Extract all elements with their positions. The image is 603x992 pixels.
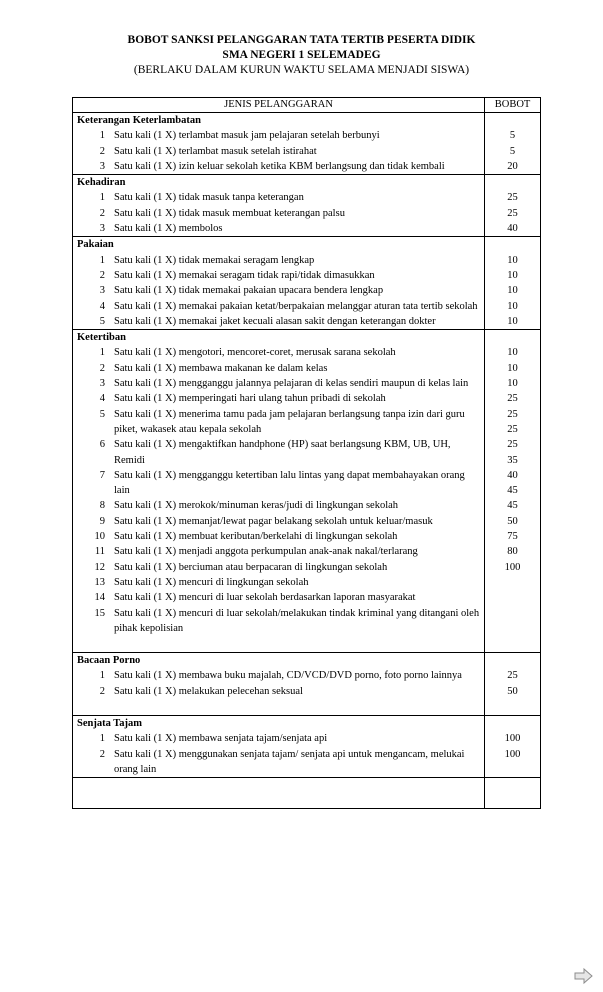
item-number: 8 [99, 500, 105, 512]
item-text: Satu kali (1 X) terlambat masuk jam pelajaran setelah berbunyi [114, 130, 380, 142]
item-text: Satu kali (1 X) tidak masuk tanpa keterangan [114, 192, 304, 204]
spacer-cell [73, 699, 485, 716]
item-number: 1 [99, 347, 105, 359]
section-description-cell [73, 175, 485, 237]
item-number: 2 [99, 362, 105, 374]
list-item [73, 253, 484, 268]
section-row [73, 330, 541, 636]
item-weight: 20 [507, 160, 518, 172]
section-row [73, 175, 541, 237]
column-header-weight: BOBOT [485, 98, 541, 113]
section-description-cell [73, 330, 485, 636]
list-item [73, 514, 484, 529]
section-weight-cell [485, 715, 541, 777]
item-text: Satu kali (1 X) memakai jaket kecuali alasan sakit dengan keterangan dokter [114, 315, 436, 327]
item-text: Satu kali (1 X) izin keluar sekolah ketika KBM berlangsung dan tidak kembali [114, 160, 445, 172]
item-weight: 10 [507, 315, 518, 327]
table-header-row [73, 98, 541, 113]
item-number: 14 [94, 592, 105, 604]
item-weight: 35 [507, 454, 518, 466]
section-description-cell [73, 653, 485, 699]
item-weight: 10 [507, 362, 518, 374]
list-item [73, 144, 484, 159]
list-item [73, 128, 484, 143]
section-weight-cell [485, 237, 541, 330]
item-number: 12 [94, 561, 105, 573]
list-item [73, 407, 484, 438]
item-text: Satu kali (1 X) membawa makanan ke dalam kelas [114, 362, 328, 374]
section-title: Ketertiban [77, 332, 126, 344]
school-name: SMA NEGERI 1 SELEMADEG [222, 49, 381, 61]
validity-note: (BERLAKU DALAM KURUN WAKTU SELAMA MENJADI SISWA) [133, 64, 470, 76]
item-text: Satu kali (1 X) mengaktifkan handphone (HP) saat berlangsung KBM, UB, UH, Remidi [114, 439, 451, 466]
item-weight: 25 [507, 670, 518, 682]
item-number: 3 [99, 223, 105, 235]
item-weight: 10 [507, 269, 518, 281]
item-number: 9 [99, 515, 105, 527]
item-number: 4 [99, 300, 105, 312]
weight-spacer [485, 175, 540, 190]
item-weight: 80 [507, 546, 518, 558]
item-weight: 25 [507, 393, 518, 405]
item-text: Satu kali (1 X) membawa senjata tajam/senjata api [114, 733, 328, 745]
list-item [73, 299, 484, 314]
section-title: Keterangan Keterlambatan [77, 115, 201, 126]
list-item [73, 684, 484, 699]
item-text: Satu kali (1 X) mencuri di luar sekolah/melakukan tindak kriminal yang ditangani oleh pihak kepolisian [114, 607, 480, 634]
item-text: Satu kali (1 X) mengganggu ketertiban lalu lintas yang dapat membahayakan orang lain [114, 469, 465, 497]
item-text: Satu kali (1 X) berciuman atau berpacaran di lingkungan sekolah [114, 561, 388, 573]
item-text: Satu kali (1 X) menjadi anggota perkumpulan anak-anak nakal/terlarang [114, 546, 418, 558]
item-number: 7 [99, 469, 105, 481]
section-row [73, 653, 541, 699]
list-item [73, 747, 484, 778]
item-weight: 10 [507, 347, 518, 359]
list-item [73, 668, 484, 683]
spacer-cell [485, 636, 541, 653]
list-item [73, 468, 484, 499]
item-weight: 10 [507, 378, 518, 390]
item-weight: 5 [509, 130, 516, 142]
item-number: 1 [99, 192, 105, 204]
item-number: 11 [94, 546, 105, 558]
section-row [73, 113, 541, 175]
list-item [73, 437, 484, 468]
list-item [73, 345, 484, 360]
next-page-arrow-icon[interactable] [573, 967, 595, 985]
document-title: BOBOT SANKSI PELANGGARAN TATA TERTIB PESERTA DIDIK [127, 34, 476, 46]
item-text: Satu kali (1 X) mengganggu jalannya pelajaran di kelas sendiri maupun di kelas lain [114, 378, 469, 390]
item-number: 2 [99, 685, 105, 697]
item-text: Satu kali (1 X) mencuri di lingkungan sekolah [114, 576, 309, 588]
item-text: Satu kali (1 X) merokok/minuman keras/judi di lingkungan sekolah [114, 500, 399, 512]
list-item [73, 221, 484, 236]
item-number: 5 [99, 408, 105, 420]
list-item [73, 606, 484, 637]
document-header [0, 33, 603, 78]
item-weight: 40 [507, 469, 518, 481]
item-text: Satu kali (1 X) tidak masuk membuat keterangan palsu [114, 207, 345, 219]
item-text: Satu kali (1 X) terlambat masuk setelah istirahat [114, 145, 317, 157]
item-number: 15 [94, 607, 105, 619]
list-item [73, 361, 484, 376]
item-weight: 25 [507, 207, 518, 219]
list-item [73, 159, 484, 174]
item-text: Satu kali (1 X) melakukan pelecehan seksual [114, 685, 303, 697]
empty-row [73, 778, 541, 809]
item-weight: 45 [507, 485, 518, 497]
spacer-row [73, 699, 541, 716]
item-weight: 10 [507, 300, 518, 312]
section-row [73, 237, 541, 330]
list-item [73, 391, 484, 406]
item-weight: 40 [507, 223, 518, 235]
item-text: Satu kali (1 X) membuat keributan/berkelahi di lingkungan sekolah [114, 531, 398, 543]
item-number: 2 [99, 269, 105, 281]
item-weight: 50 [507, 685, 518, 697]
section-weight-cell [485, 330, 541, 636]
item-weight: 25 [507, 408, 518, 420]
list-item [73, 314, 484, 329]
item-text: Satu kali (1 X) membolos [114, 223, 223, 235]
item-weight: 45 [507, 500, 518, 512]
list-item [73, 268, 484, 283]
item-number: 2 [99, 207, 105, 219]
item-weight: 100 [504, 561, 521, 573]
section-title: Bacaan Porno [77, 655, 141, 667]
weight-spacer [485, 237, 540, 252]
list-item [73, 376, 484, 391]
section-weight-cell [485, 113, 541, 175]
list-item [73, 575, 484, 590]
item-number: 1 [99, 130, 105, 142]
spacer-cell [73, 636, 485, 653]
section-title: Kehadiran [77, 177, 126, 189]
list-item [73, 590, 484, 605]
list-item [73, 206, 484, 221]
item-weight: 25 [507, 192, 518, 204]
item-number: 5 [99, 315, 105, 327]
weight-spacer [485, 113, 540, 128]
item-weight: 5 [509, 145, 516, 157]
item-number: 1 [99, 670, 105, 682]
list-item [73, 283, 484, 298]
list-item [73, 498, 484, 513]
item-number: 3 [99, 285, 105, 297]
item-number: 6 [99, 439, 105, 451]
weight-spacer [485, 653, 540, 668]
section-title: Pakaian [77, 239, 114, 251]
list-item [73, 560, 484, 575]
column-header-violation: JENIS PELANGGARAN [73, 98, 485, 113]
item-text: Satu kali (1 X) tidak memakai pakaian upacara bendera lengkap [114, 285, 384, 297]
item-weight: 100 [504, 748, 521, 760]
item-number: 2 [99, 748, 105, 760]
item-number: 2 [99, 145, 105, 157]
weight-spacer [485, 716, 540, 731]
list-item [73, 544, 484, 559]
section-row [73, 715, 541, 777]
item-number: 3 [99, 160, 105, 172]
section-description-cell [73, 715, 485, 777]
item-text: Satu kali (1 X) memakai seragam tidak rapi/tidak dimasukkan [114, 269, 375, 281]
item-text: Satu kali (1 X) tidak memakai seragam lengkap [114, 254, 315, 266]
item-number: 10 [94, 531, 105, 543]
empty-cell [73, 778, 485, 809]
item-text: Satu kali (1 X) memakai pakaian ketat/berpakaian melanggar aturan tata tertib sekolah [114, 300, 478, 312]
item-text: Satu kali (1 X) mencuri di luar sekolah berdasarkan laporan masyarakat [114, 592, 416, 604]
item-text: Satu kali (1 X) mengotori, mencoret-coret, merusak sarana sekolah [114, 347, 396, 359]
item-weight: 25 [507, 439, 518, 451]
item-text: Satu kali (1 X) menggunakan senjata tajam/ senjata api untuk mengancam, melukai orang lain [114, 748, 465, 775]
section-description-cell [73, 237, 485, 330]
item-text: Satu kali (1 X) memanjat/lewat pagar belakang sekolah untuk keluar/masuk [114, 515, 433, 527]
item-weight: 75 [507, 531, 518, 543]
list-item [73, 731, 484, 746]
item-number: 1 [99, 733, 105, 745]
empty-cell [485, 778, 541, 809]
item-number: 4 [99, 393, 105, 405]
weight-spacer [485, 330, 540, 345]
item-number: 13 [94, 576, 105, 588]
item-text: Satu kali (1 X) memperingati hari ulang tahun pribadi di sekolah [114, 393, 386, 405]
section-title: Senjata Tajam [77, 717, 143, 729]
item-weight: 100 [504, 733, 521, 745]
list-item [73, 190, 484, 205]
table-body [73, 113, 541, 809]
item-number: 3 [99, 378, 105, 390]
item-text: Satu kali (1 X) membawa buku majalah, CD/VCD/DVD porno, foto porno lainnya [114, 670, 462, 682]
item-weight: 10 [507, 285, 518, 297]
item-text: Satu kali (1 X) menerima tamu pada jam pelajaran berlangsung tanpa izin dari guru piket, wakasek atau kepala sekolah [114, 408, 465, 435]
item-weight: 50 [507, 515, 518, 527]
item-weight: 25 [507, 423, 518, 435]
section-weight-cell [485, 175, 541, 237]
list-item [73, 529, 484, 544]
violation-weight-table [72, 97, 541, 809]
item-weight: 10 [507, 254, 518, 266]
section-weight-cell [485, 653, 541, 699]
spacer-row [73, 636, 541, 653]
section-description-cell [73, 113, 485, 175]
item-number: 1 [99, 254, 105, 266]
spacer-cell [485, 699, 541, 716]
